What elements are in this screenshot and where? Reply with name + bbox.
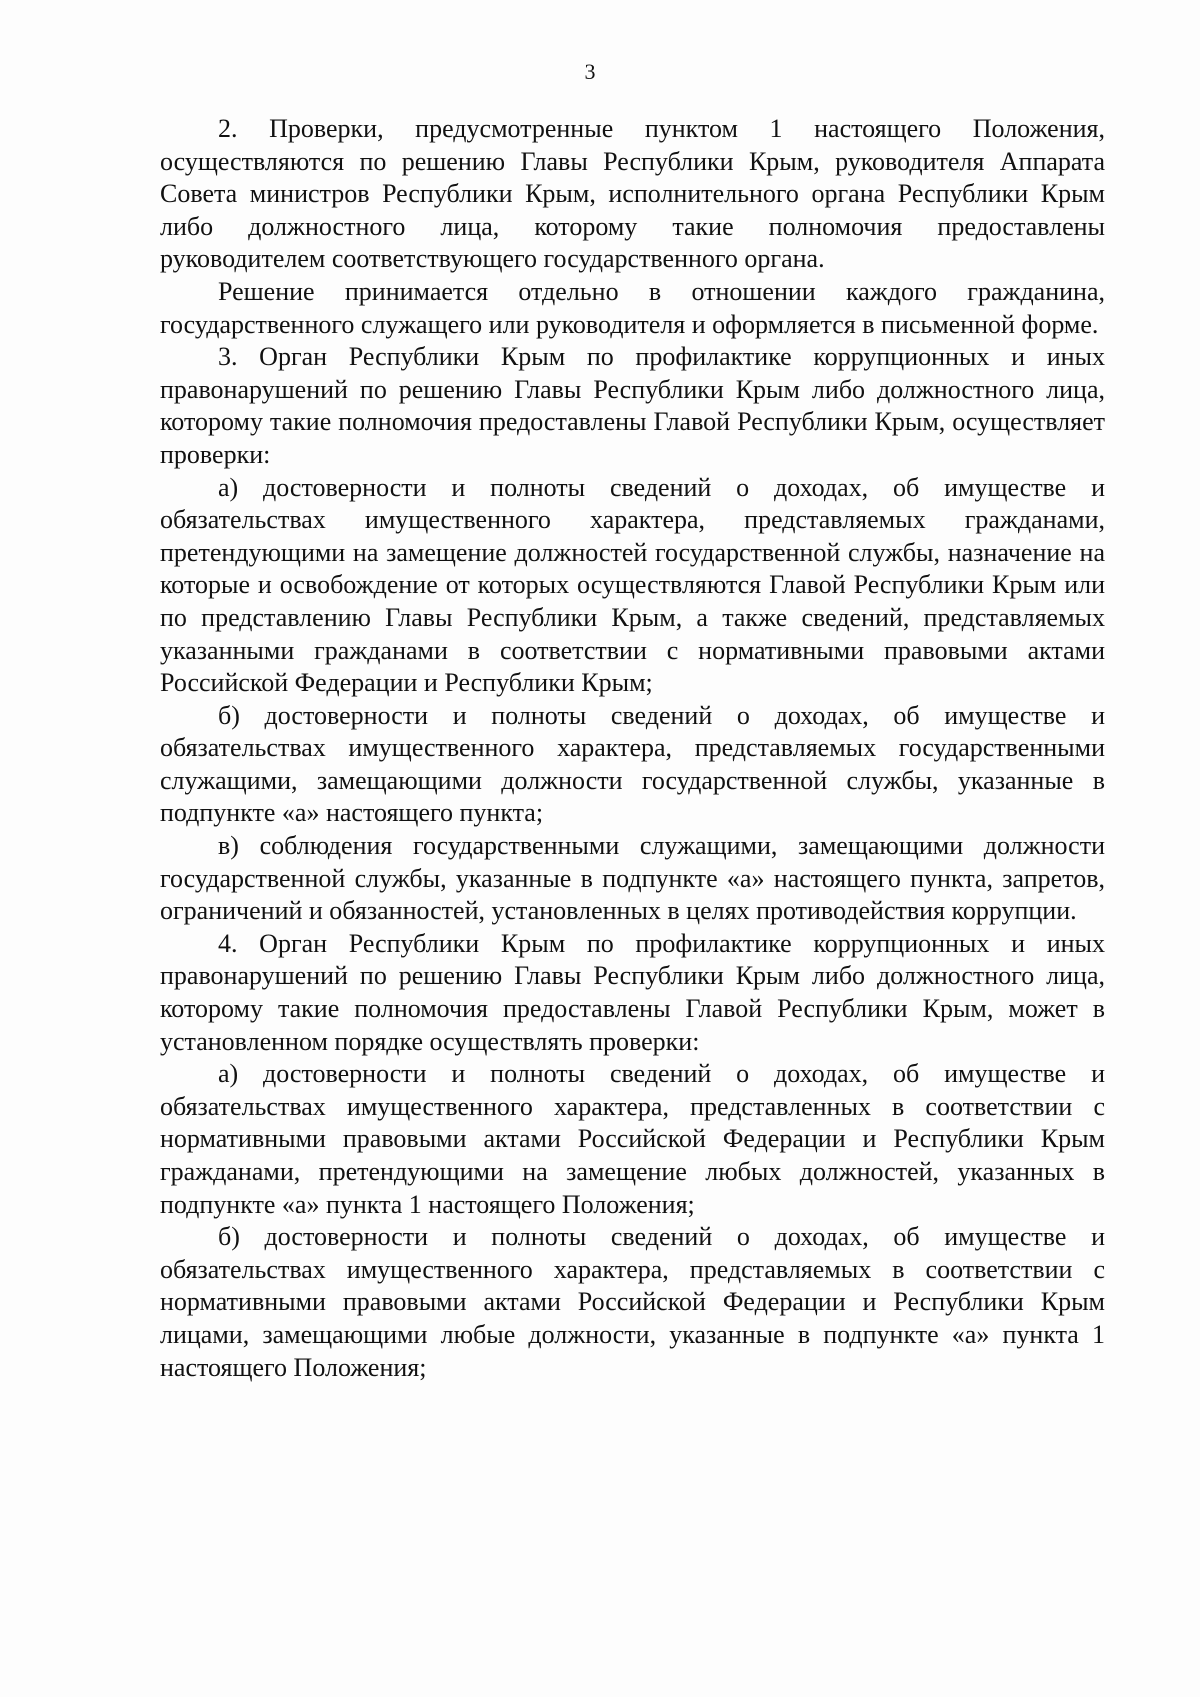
document-body <box>160 113 1105 1384</box>
page-number: 3 <box>584 59 596 84</box>
paragraph-3-b: б) достоверности и полноты сведений о доходах, об имуществе и обязательствах имущественного характера, представляемых государственными служащими, замещающими должности государственной службы, указанные в подпункте «а» настоящего пункта; <box>160 700 1105 828</box>
paragraph-3-v: в) соблюдения государственными служащими, замещающими должности государственной службы, указанные в подпункте «а» настоящего пункта, запретов, ограничений и обязанностей, установленных в целях противодействия коррупции. <box>160 831 1105 926</box>
paragraph-3-a: а) достоверности и полноты сведений о доходах, об имуществе и обязательствах имущественного характера, представляемых гражданами, претендующими на замещение должностей государственной службы, назначение на которые и освобождение от которых осуществляются Главой Республики Крым или по представлению Главы Республики Крым, а также сведений, представляемых указанными гражданами в соответствии с нормативными правовыми актами Российской Федерации и Республики Крым; <box>160 472 1105 698</box>
paragraph-2: 2. Проверки, предусмотренные пунктом 1 настоящего Положения, осуществляются по решению Главы Республики Крым, руководителя Аппарата Совета министров Республики Крым, исполнительного органа Республики Крым либо должностного лица, которому такие полномочия предоставлены руководителем соответствующего государственного органа. <box>160 114 1105 274</box>
paragraph-4-b: б) достоверности и полноты сведений о доходах, об имуществе и обязательствах имущественного характера, представляемых в соответствии с нормативными правовыми актами Российской Федерации и Республики Крым лицами, замещающими любые должности, указанные в подпункте «а» пункта 1 настоящего Положения; <box>160 1222 1105 1382</box>
paragraph-4: 4. Орган Республики Крым по профилактике коррупционных и иных правонарушений по решению Главы Республики Крым либо должностного лица, которому такие полномочия предоставлены Главой Республики Крым, может в установленном порядке осуществлять проверки: <box>160 928 1105 1056</box>
paragraph-2-decision: Решение принимается отдельно в отношении каждого гражданина, государственного служащего или руководителя и оформляется в письменной форме. <box>160 276 1105 339</box>
paragraph-3: 3. Орган Республики Крым по профилактике коррупционных и иных правонарушений по решению Главы Республики Крым либо должностного лица, которому такие полномочия предоставлены Главой Республики Крым, осуществляет проверки: <box>160 342 1105 469</box>
paragraph-4-a: а) достоверности и полноты сведений о доходах, об имуществе и обязательствах имущественного характера, представленных в соответствии с нормативными правовыми актами Российской Федерации и Республики Крым гражданами, претендующими на замещение любых должностей, указанных в подпункте «а» пункта 1 настоящего Положения; <box>160 1059 1105 1219</box>
